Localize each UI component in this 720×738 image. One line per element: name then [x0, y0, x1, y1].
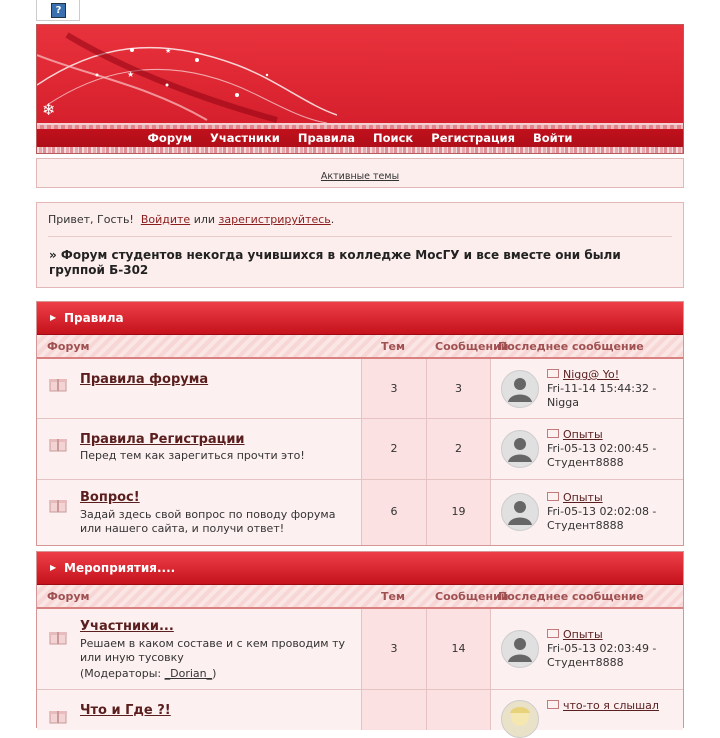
last-post-user[interactable]: Nigga — [547, 396, 579, 409]
forum-name-link[interactable]: Вопрос! — [80, 490, 140, 505]
last-post-topic-link[interactable]: что-то я слышал — [563, 699, 659, 712]
nav-login[interactable]: Войти — [533, 131, 573, 145]
forum-name-link[interactable]: Правила форума — [80, 372, 209, 387]
forum-row — [37, 480, 683, 545]
posts-cell — [427, 359, 491, 418]
svg-text:★: ★ — [127, 70, 135, 79]
forum-header — [36, 24, 684, 154]
column-header-row — [37, 585, 683, 609]
forum-name-link[interactable]: Что и Где ?! — [80, 703, 171, 718]
last-post-user[interactable]: Студент8888 — [547, 456, 624, 469]
last-post-topic-link[interactable]: Опыты — [563, 428, 603, 441]
col-forum: Форум — [47, 590, 90, 603]
last-post-user[interactable]: Студент8888 — [547, 519, 624, 532]
greeting-hello: Привет, Гость! — [48, 213, 134, 226]
nav-members[interactable]: Участники — [209, 131, 280, 145]
forum-row — [37, 609, 683, 690]
login-link[interactable]: Войдите — [140, 213, 191, 226]
topics-count: 3 — [390, 642, 398, 655]
forum-description: Перед тем как зарегиться прочти это! — [80, 449, 305, 462]
envelope-icon — [547, 629, 559, 638]
last-post-info — [547, 699, 681, 713]
divider — [48, 236, 672, 237]
avatar[interactable] — [501, 370, 539, 408]
snow-decoration — [37, 147, 683, 154]
svg-text:❄: ❄ — [42, 100, 56, 119]
last-post-cell — [491, 609, 683, 689]
posts-count: 2 — [455, 442, 462, 455]
last-post-date: Fri-05-13 02:03:49 - — [547, 642, 657, 655]
last-post-cell — [491, 690, 683, 730]
nav-search[interactable]: Поиск — [373, 131, 414, 145]
category-rules — [36, 301, 684, 546]
category-arrow-icon: ▶ — [50, 313, 57, 322]
category-title: Мероприятия.... — [64, 561, 176, 575]
posts-count: 19 — [451, 505, 466, 518]
last-post-date: Fri-05-13 02:00:45 - — [547, 442, 657, 455]
last-post-topic-link[interactable]: Опыты — [563, 491, 603, 504]
topics-cell — [362, 359, 427, 418]
category-header[interactable] — [37, 552, 683, 585]
topics-count: 3 — [390, 382, 398, 395]
nav-register[interactable]: Регистрация — [431, 131, 515, 145]
last-post-date: Fri-11-14 15:44:32 - — [547, 382, 657, 395]
last-post-info — [547, 428, 681, 470]
forum-row — [37, 690, 683, 730]
col-posts: Сообщений — [435, 340, 509, 353]
posts-count: 3 — [455, 382, 462, 395]
snow-decoration-top — [37, 125, 683, 129]
envelope-icon — [547, 700, 559, 709]
user-photo-icon — [502, 701, 538, 737]
col-topics: Тем — [381, 340, 405, 353]
posts-cell — [427, 419, 491, 479]
svg-text:★: ★ — [165, 47, 172, 55]
forum-name-link[interactable]: Участники... — [80, 619, 174, 634]
category-events — [36, 551, 684, 728]
nav-links — [37, 131, 683, 145]
forum-gift-icon — [49, 708, 67, 724]
forum-cell — [37, 690, 362, 730]
forum-cell — [37, 359, 362, 418]
forum-gift-icon — [49, 629, 67, 645]
top-toolbar — [36, 0, 80, 21]
forum-cell — [37, 419, 362, 479]
posts-cell — [427, 609, 491, 689]
default-user-icon — [502, 431, 538, 467]
category-arrow-icon: ▶ — [50, 563, 57, 572]
last-post-date: Fri-05-13 02:02:08 - — [547, 505, 657, 518]
register-link[interactable]: зарегистрируйтесь — [218, 213, 331, 226]
topics-count: 6 — [390, 505, 398, 518]
nav-forum[interactable]: Форум — [147, 131, 192, 145]
forum-gift-icon — [49, 376, 67, 392]
moderator-link[interactable]: _Dorian_ — [164, 667, 213, 680]
col-forum: Форум — [47, 340, 90, 353]
nav-rules[interactable]: Правила — [297, 131, 356, 145]
posts-count: 14 — [451, 642, 466, 655]
topics-cell — [362, 690, 427, 730]
moderators-line — [80, 667, 350, 681]
greeting-or: или — [193, 213, 216, 226]
forum-title: » Форум студентов некогда учившихся в колледже МосГУ и все вместе они были группой Б-302 — [49, 248, 621, 277]
topics-cell — [362, 480, 427, 545]
greeting-text — [48, 213, 334, 226]
default-user-icon — [502, 371, 538, 407]
default-user-icon — [502, 631, 538, 667]
forum-gift-icon — [49, 436, 67, 452]
envelope-icon — [547, 369, 559, 378]
forum-description: Решаем в каком составе и с кем проводим ту или иную тусовку — [80, 637, 346, 664]
greeting-dot: . — [330, 213, 335, 226]
forum-name-link[interactable]: Правила Регистрации — [80, 432, 245, 447]
main-navbar — [37, 123, 683, 154]
col-posts: Сообщений — [435, 590, 509, 603]
greeting-box — [36, 202, 684, 288]
last-post-cell — [491, 419, 683, 479]
last-post-cell — [491, 480, 683, 545]
last-post-info — [547, 628, 681, 670]
posts-cell — [427, 480, 491, 545]
last-post-user[interactable]: Студент8888 — [547, 656, 624, 669]
forum-gift-icon — [49, 497, 67, 513]
category-header[interactable] — [37, 302, 683, 335]
forum-cell — [37, 609, 362, 689]
envelope-icon — [547, 492, 559, 501]
col-topics: Тем — [381, 590, 405, 603]
forum-cell — [37, 480, 362, 545]
col-last-post: Последнее сообщение — [498, 590, 644, 603]
last-post-cell — [491, 359, 683, 418]
last-post-topic-link[interactable]: Опыты — [563, 628, 603, 641]
christmas-banner-art — [37, 25, 337, 123]
help-icon[interactable]: ? — [51, 3, 66, 18]
forum-row — [37, 359, 683, 419]
topics-cell — [362, 419, 427, 479]
moderators-label: (Модераторы: — [80, 667, 162, 680]
active-topics-link[interactable]: Активные темы — [320, 171, 400, 182]
topics-count: 2 — [390, 442, 398, 455]
col-last-post: Последнее сообщение — [498, 340, 644, 353]
last-post-info — [547, 491, 681, 533]
avatar[interactable] — [501, 430, 539, 468]
avatar[interactable] — [501, 630, 539, 668]
moderators-end: ) — [212, 667, 217, 680]
topics-cell — [362, 609, 427, 689]
column-header-row — [37, 335, 683, 359]
default-user-icon — [502, 494, 538, 530]
last-post-info — [547, 368, 681, 410]
envelope-icon — [547, 429, 559, 438]
avatar[interactable] — [501, 700, 539, 738]
avatar[interactable] — [501, 493, 539, 531]
last-post-topic-link[interactable]: Nigg@ Yo! — [563, 368, 620, 381]
forum-description: Задай здесь свой вопрос по поводу форума или нашего сайта, и получи ответ! — [80, 508, 336, 535]
category-title: Правила — [64, 311, 124, 325]
posts-cell — [427, 690, 491, 730]
active-topics-box — [36, 158, 684, 188]
forum-row — [37, 419, 683, 480]
